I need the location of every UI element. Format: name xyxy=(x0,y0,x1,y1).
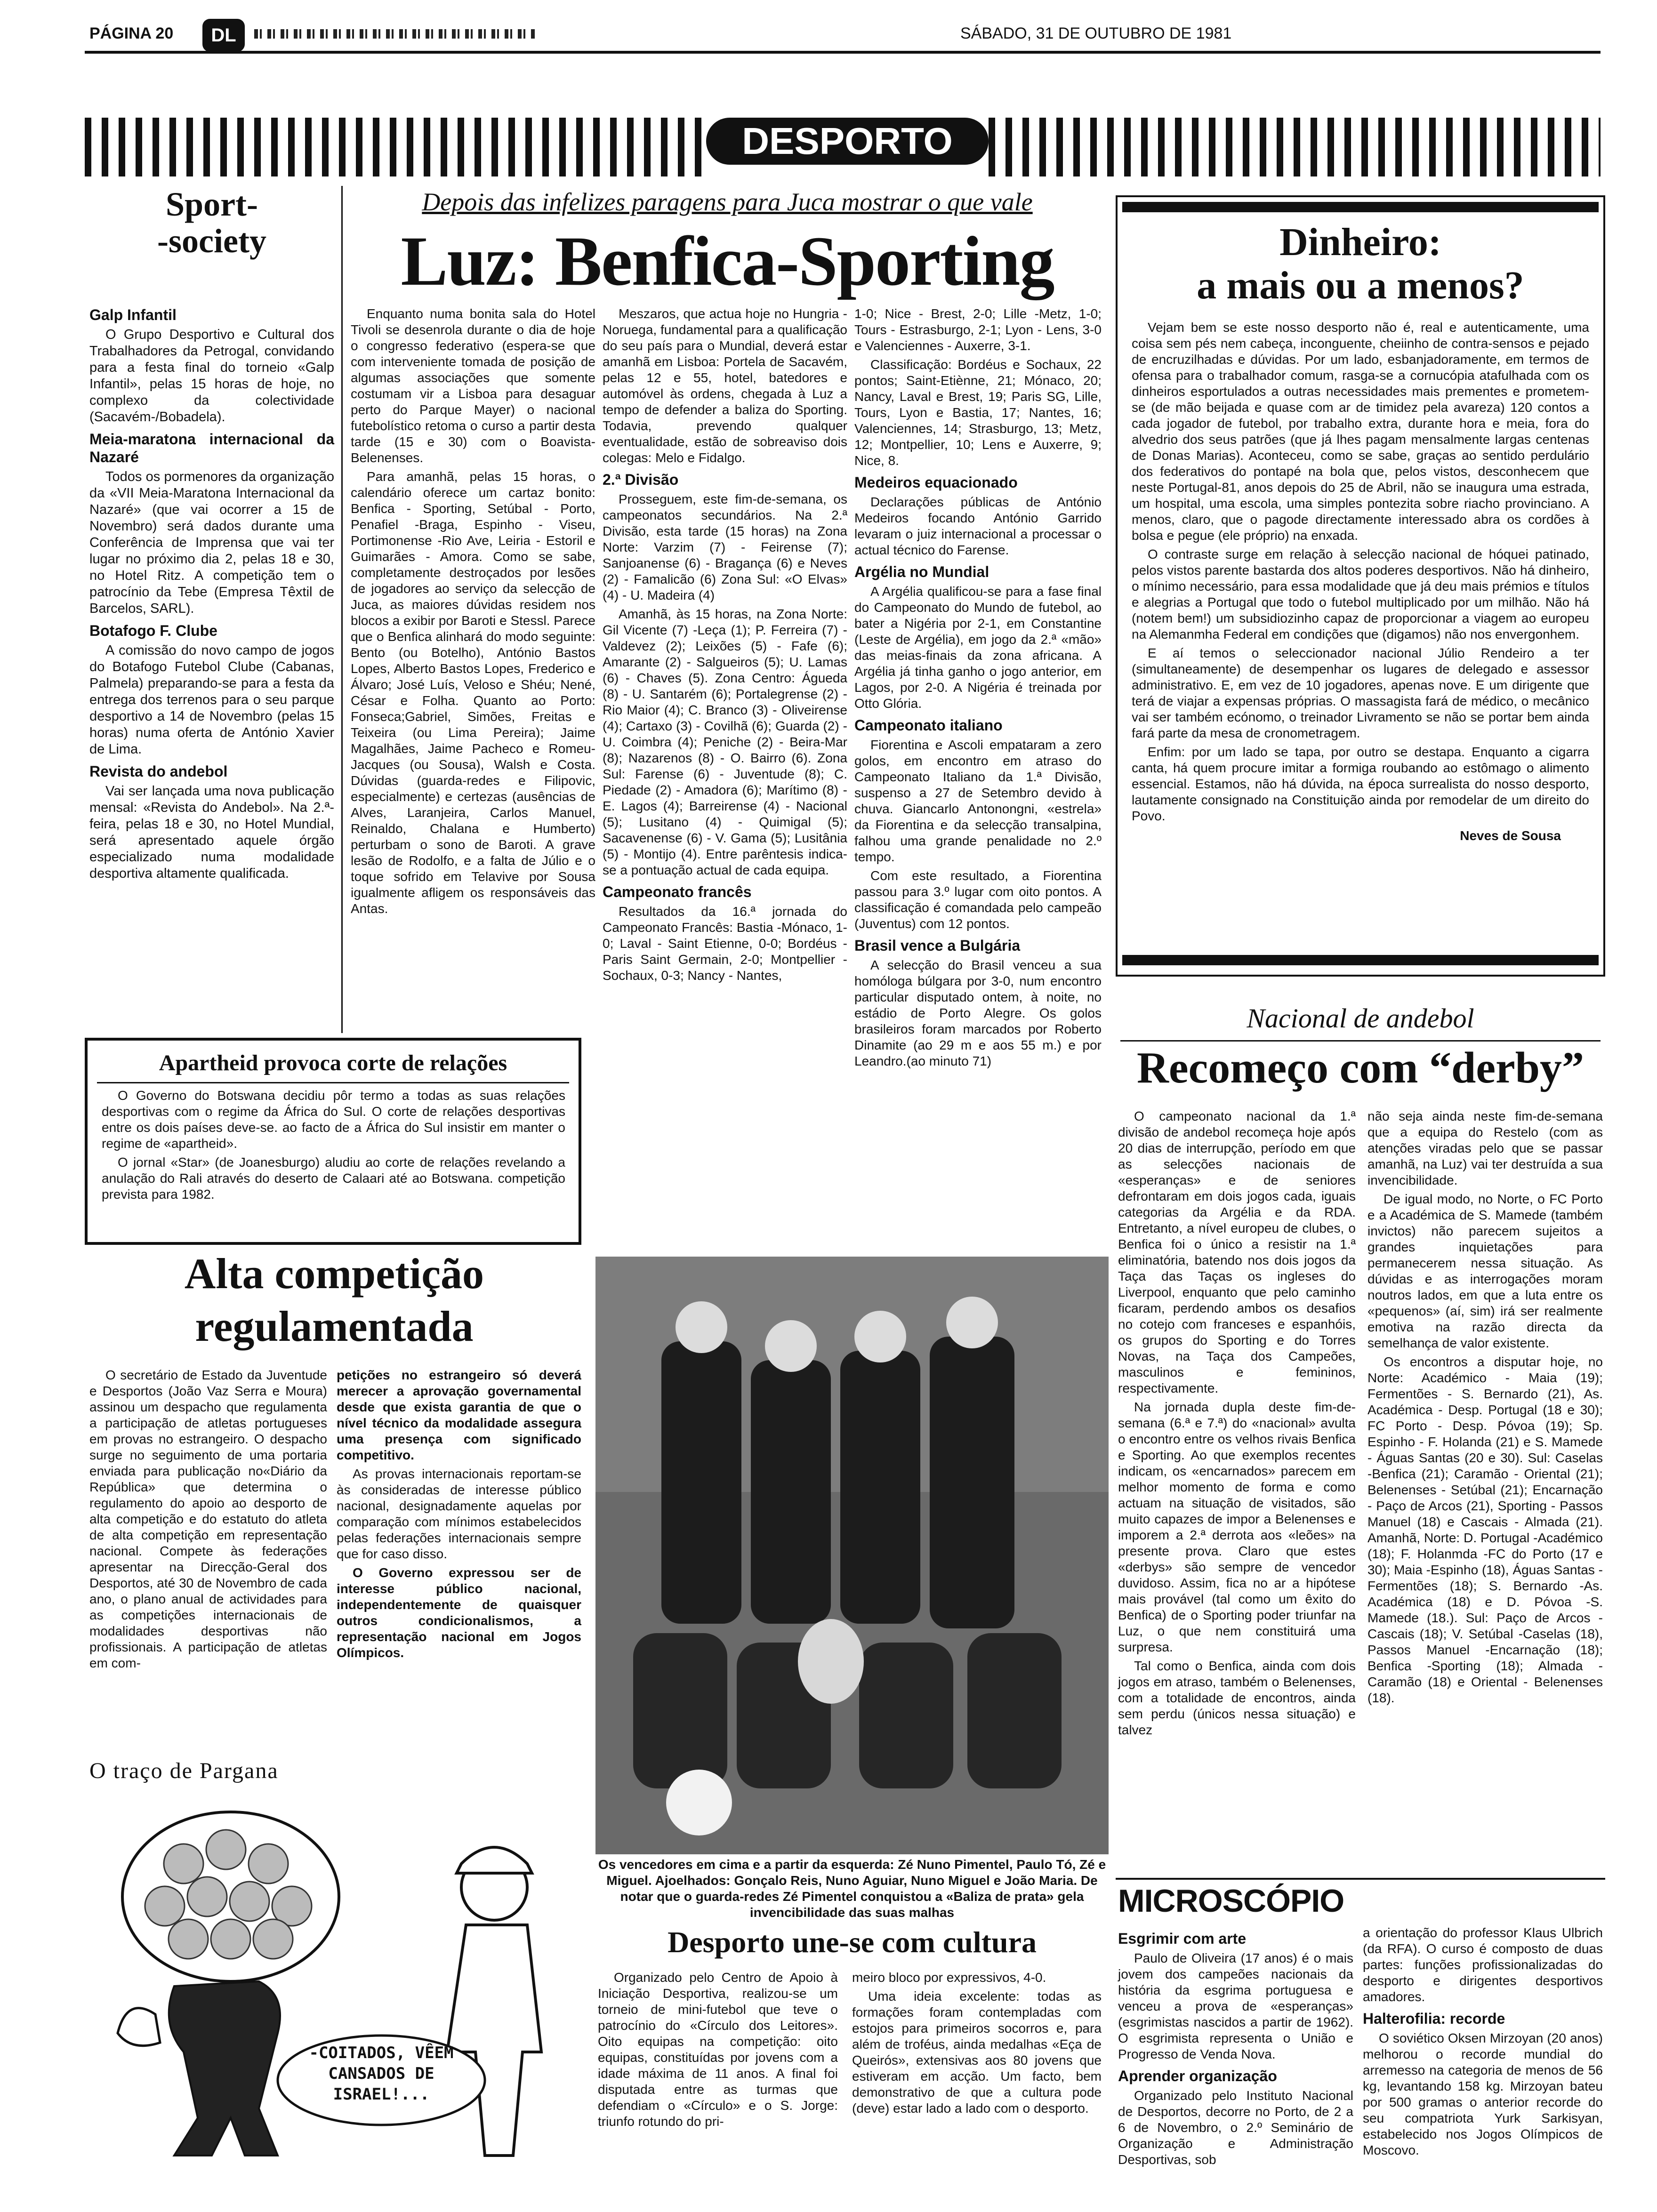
lead-paragraph: Fiorentina e Ascoli empataram a zero golos, em encontro em atraso do Campeonato Italiano da 1.ª Divisão, suspenso a 27 de Setembro devido à chuva. Giancarlo Antonongni, «estrela» da Fiorentina e da selecção transalpina, falhou uma grande penalidade no 2.º tempo. xyxy=(854,737,1102,864)
alta-paragraph: petições no estrangeiro só deverá merecer a aprovação governamental desde que exista garantia de que o nível técnico da modalidade assegura uma presença com significado competitivo. xyxy=(337,1368,581,1462)
item-heading: Galp Infantil xyxy=(89,306,177,323)
lead-paragraph: Resultados da 16.ª jornada do Campeonato Francês: Bastia -Mónaco, 1-0; Laval - Saint Etienne, 0-0; Bordéus - Paris Saint Germain, 2-0; Montpellier -Sochaux, 0-3; Nancy - Nantes, xyxy=(603,904,847,983)
cartoon-speech-bubble: -COITADOS, VÊEM CANSADOS DE ISRAEL!... xyxy=(309,2044,454,2104)
dinheiro-body xyxy=(1132,320,1589,844)
andebol-title: Recomeço com “derby” xyxy=(1136,1043,1585,1092)
dinheiro-paragraph: E aí temos o seleccionador nacional Júlio Rendeiro a ter (simultaneamente) de desempenhar os lugares de delegado e assessor administrativo. E, em vez de 10 jogadores, apenas nove. E um dirigente que terá de viajar a expensas próprias. O massagista fará de médico, o mecânico vai ser também ecónomo, o treinador Livramento se não se portar bem ainda fará parte da mesa de cronometragem. xyxy=(1132,646,1589,740)
dinheiro-title xyxy=(1118,221,1603,307)
dinheiro-title-line2: a mais ou a menos? xyxy=(1197,264,1524,307)
dinheiro-box xyxy=(1116,195,1605,977)
subhead-brasil: Brasil vence a Bulgária xyxy=(854,937,1021,954)
microscopio-heading: Halterofilia: recorde xyxy=(1363,2010,1505,2027)
newspaper-logo-badge: DL xyxy=(202,19,245,52)
lead-column-3 xyxy=(854,306,1102,1072)
subhead-italiano: Campeonato italiano xyxy=(854,717,1003,734)
microscopio-paragraph: a orientação do professor Klaus Ulbrich (da RFA). O curso é composto de duas partes: funções profissionalizadas do desporto e dirigentes desportivos amadores. xyxy=(1363,1925,1603,2004)
subhead-argelia: Argélia no Mundial xyxy=(854,563,989,580)
lead-headline: Luz: Benfica-Sporting xyxy=(401,222,1054,300)
dinheiro-paragraph: O contraste surge em relação à selecção nacional de hóquei patinado, pelos vistos parente bastarda dos altos poderes desportivos. Não há dinheiro, o mínimo necessário, para essa modalidade que já deu mais prémios e títulos e alegrias a Portugal que todo o futebol multiplicado por um milhão. Não há (notem bem!) um subsidiozinho capaz de proporcionar a viagem ao europeu na Alemanmha Federal em condições que (digamos) não nos envergonhem. xyxy=(1132,547,1589,641)
item-heading: Meia-maratona internacional da Nazaré xyxy=(89,431,334,465)
lead-paragraph: Com este resultado, a Fiorentina passou para 3.º lugar com oito pontos. A classificação é comandada pelo campeão (Juventus) com 12 pontos. xyxy=(854,868,1102,931)
sport-society-title-line1: Sport- xyxy=(166,185,258,223)
microscopio-title: MICROSCÓPIO xyxy=(1118,1883,1344,1919)
page-number: PÁGINA 20 xyxy=(89,24,174,42)
item-heading: Botafogo F. Clube xyxy=(89,622,217,639)
item-text: O Grupo Desportivo e Cultural dos Trabalhadores da Petrogal, convidando para a festa final do torneio «Galp Infantil», pelas 15 horas de hoje, no complexo da colectividade (Sacavém-/Bobadela). xyxy=(89,327,334,425)
microscopio-paragraph: Organizado pelo Instituto Nacional de Desportos, decorre no Porto, de 2 a 6 de Novembro, o 2.º Seminário de Organização e Administração Desportivas, sob xyxy=(1118,2088,1353,2167)
microscopio-paragraph: O soviético Oksen Mirzoyan (20 anos) melhorou o recorde mundial do arremesso na categoria de menos de 56 kg, levantando 158 kg. Mirzoyan bateu por 500 gramas o anterior recorde do seu compatriota Yurk Sarkisyan, estabelecido nos Jogos Olímpicos de Moscovo. xyxy=(1363,2031,1603,2157)
andebol-column-1 xyxy=(1118,1108,1356,1741)
box-top-bar xyxy=(1122,202,1599,212)
sport-society-title xyxy=(89,186,334,259)
dinheiro-author: Neves de Sousa xyxy=(1460,828,1561,843)
apartheid-body xyxy=(102,1088,565,1205)
cartoon-drawing xyxy=(89,1788,584,2188)
team-photo xyxy=(595,1257,1109,1854)
alta-title-line2: regulamentada xyxy=(195,1302,474,1350)
alta-column-1 xyxy=(89,1367,327,1674)
lead-paragraph: Amanhã, às 15 horas, na Zona Norte: Gil Vicente (7) -Leça (1); P. Ferreira (7) - Valdevez (2); Leixões (5) - Fafe (6); Amarante (2) - Salgueiros (5); U. Lamas (6) - Chaves (5). Zona Centro: Águeda (8) - U. Santarém (6); Portalegrense (2) - Rio Maior (4); C. Branco (3) - Oliveirense (4); Cartaxo (3) - Covilhã (6); Guarda (2) - U. Coimbra (4); Peniche (2) - Beira-Mar (8); Nazarenos (8) - O. Bairro (6). Zona Sul: Farense (6) - Juventude (8); C. Piedade (2) - Amadora (6); Marítimo (8) - E. Lagos (4); Barreirense (4) - Nacional (5); Lusitano (4) - Quimigal (5); Sacavenense (6) - V. Gama (5); Lusitânia (5) - Montijo (4). Entre parêntesis indica-se a pontuação actual de cada equipa. xyxy=(603,607,847,877)
alta-paragraph: As provas internacionais reportam-se às consideradas de interesse público nacional, designadamente aquelas por comparação com mínimos estabelecidos pelas federações internacionais sempre que for caso disso. xyxy=(337,1467,581,1561)
microscopio-heading: Esgrimir com arte xyxy=(1118,1930,1247,1947)
section-stripes-left xyxy=(85,118,711,176)
item-text: Vai ser lançada uma nova publicação mensal: «Revista do Andebol». Na 2.ª-feira, pelas 18 e 30, no Hotel Mundial, será apresentado aquele órgão especializado numa modalidade desportiva altamente qualificada. xyxy=(89,784,334,881)
lead-paragraph: Enquanto numa bonita sala do Hotel Tivoli se desenrola durante o dia de hoje o congresso federativo (espera-se que com interveniente tomada de posição de algumas associações que somente costumam vir a Lisboa para desaguar perto do Parque Mayer) o nacional futebolístico retoma o curso a partir desta tarde (15 e 30) com o Boavista-Belenenses. xyxy=(351,306,595,465)
cultura-paragraph: meiro bloco por expressivos, 4-0. xyxy=(852,1970,1046,1985)
column-divider xyxy=(341,186,343,1033)
apartheid-paragraph: O Governo do Botswana decidiu pôr termo a todas as suas relações desportivas com o regime da África do Sul. O corte de relações desportivas entre os dois países deve-se. ao facto de a África do Sul insistir em manter o regime de «apartheid». xyxy=(102,1088,565,1151)
cultura-column-2 xyxy=(852,1970,1102,2119)
alta-paragraph: O Governo expressou ser de interesse público nacional, independentemente de quaisquer outros condicionalismos, a representação nacional em Jogos Olímpicos. xyxy=(337,1565,581,1660)
microscopio-paragraph: Paulo de Oliveira (17 anos) é o mais jovem dos campeões nacionais da história da esgrima portuguesa e venceu a prova de «esperanças» (esgrimistas nascidos a partir de 1962). O esgrimista representa o União e Progresso de Venda Nova. xyxy=(1118,1951,1353,2061)
apartheid-box xyxy=(85,1038,581,1245)
cultura-paragraph: Uma ideia excelente: todas as formações foram contempladas com estojos para primeiros socorros e, para além de troféus, ainda medalhas «Eça de Queirós», extensivas aos 80 jovens que estiveram em acção. Um facto, bem demonstrativo de que a cultura pode (deve) estar lado a lado com o desporto. xyxy=(852,1989,1102,2116)
andebol-kicker: Nacional de andebol xyxy=(1247,1003,1474,1034)
microscopio-top-rule xyxy=(1116,1878,1605,1880)
masthead-scribble xyxy=(254,29,537,39)
lead-paragraph: A selecção do Brasil venceu a sua homóloga búlgara por 3-0, num encontro particular disputado ontem, à noite, no estádio de Porto Alegre. Os golos brasileiros foram marcados por Roberto Dinamite (ao 29 m e aos 55 m.) e por Leandro.(ao minuto 71) xyxy=(854,958,1102,1068)
team-photo-image xyxy=(595,1257,1109,1854)
andebol-paragraph: Tal como o Benfica, ainda com dois jogos em atraso, também o Belenenses, com a totalidade de encontros, ainda sem perdu (únicos nessa situação) e talvez xyxy=(1118,1659,1356,1737)
microscopio-column-2 xyxy=(1363,1925,1603,2161)
lead-paragraph: A Argélia qualificou-se para a fase final do Campeonato do Mundo de futebol, ao bater a Nigéria por 2-1, em Constantine (Leste de Argélia), em jogo da 2.ª «mão» das meias-finais da zona africana. A Argélia já tinha ganho o jogo anterior, em Lagos, por 2-0. A Nigéria é treinada por Otto Glória. xyxy=(854,584,1102,711)
apartheid-title: Apartheid provoca corte de relações xyxy=(159,1050,507,1075)
alta-title-line1: Alta competição xyxy=(184,1250,484,1298)
subhead-campeonato-frances: Campeonato francês xyxy=(603,883,752,900)
photo-caption: Os vencedores em cima e a partir da esquerda: Zé Nuno Pimentel, Paulo Tó, Zé e Miguel. Ajoelhados: Gonçalo Reis, Nuno Aguiar, Nuno Miguel e João Maria. De notar que o guarda-redes Zé Pimentel conquistou a «Baliza de prata» gela invencibilidade das suas malhas xyxy=(598,1857,1106,1920)
microscopio-heading: Aprender organização xyxy=(1118,2068,1277,2084)
lead-column-2 xyxy=(603,306,847,986)
subhead-medeiros: Medeiros equacionado xyxy=(854,474,1018,491)
apartheid-rule xyxy=(97,1082,569,1083)
apartheid-paragraph: O jornal «Star» (de Joanesburgo) aludiu ao corte de relações revelando a anulação do Rali através do deserto de Calaari até ao Botswana. competição prevista para 1982. xyxy=(102,1155,565,1202)
item-text: Todos os pormenores da organização da «VII Meia-Maratona Internacional da Nazaré» (que vai ocorrer a 15 de Novembro) será dados durante uma Conferência de Imprensa que vai ter lugar no próximo dia 2, pelas 18 e 30, no Hotel Ritz. A competição tem o patrocínio da Tebe (Empresa Têxtil de Barcelos, SARL). xyxy=(89,469,334,616)
cartoon-title: O traço de Pargana xyxy=(89,1758,279,1783)
page-date: SÁBADO, 31 DE OUTUBRO DE 1981 xyxy=(960,24,1232,42)
sport-society-column xyxy=(89,301,334,885)
item-text: A comissão do novo campo de jogos do Botafogo Futebol Clube (Cabanas, Palmela) preparando-se para a festa da entrega dos terrenos para o seu parque desportivo a 14 de Novembro (pelas 15 horas) numa oferta de António Xavier de Lima. xyxy=(89,643,334,757)
alta-title xyxy=(85,1247,584,1353)
dinheiro-paragraph: Vejam bem se este nosso desporto não é, real e autenticamente, uma coisa sem pés nem cabeça, inconguente, cheiinho de contra-sensos e pejado de encruzilhadas e dúvidas. Por um lado, esbanjadoramente, em termos de ofensa para o trabalhador comum, rasga-se a cornucópia atafulhada com os dinheiros esportulados a outras necessidades mais prementes e prometem-se (de mão beijada e quase com ar de timidez pela avareza) 120 contos a cada jogador de futebol, por trabalho extra, durante hora e meia, fora do alvedrio dos seus patrões (que já lhes pagam mensalmente largas centenas de Donas Marias). Aconteceu, como se sabe, graças ao sentido perdulário dos federativos do pontapé na bola que, pelos vistos, desconhecem que neste Portugal-81, anos depois do 25 de Abril, não se inaugura uma estrada, um hospital, uma escola, uma simples pontezita sobre riacho provinciano. A menos, claro, que o pagode directamente interessado abra os cordões à bolsa e pegue (ele próprio) na enxada. xyxy=(1132,320,1589,543)
lead-paragraph: 1-0; Nice - Brest, 2-0; Lille -Metz, 1-0; Tours - Estrasburgo, 2-1; Lyon - Lens, 3-0 e Valenciennes - Auxerre, 3-1. xyxy=(854,306,1102,353)
andebol-paragraph: Na jornada dupla deste fim-de-semana (6.ª e 7.ª) do «nacional» avulta o encontro entre os velhos rivais Benfica e Sporting. Ao que exemplos recentes indicam, os «encarnados» parecem em melhor momento de forma e como actuam na situação de visitados, são muito capazes de impor a Belenenses e imporem a 2.ª derrota aos «leões» na presente prova. Claro que estes «derbys» são sempre de vencedor duvidoso. Assim, fica no ar a hipótese mais provável (tal como um êxito do Benfica) de o Sporting poder triunfar na Luz, o que nem constituirá uma surpresa. xyxy=(1118,1400,1356,1654)
alta-paragraph: O secretário de Estado da Juventude e Desportos (João Vaz Serra e Moura) assinou um despacho que regulamenta a participação de atletas portugueses em provas no estrangeiro. O despacho surge no seguimento de uma portaria enviada para publicação no«Diário da República» que determina o regulamento do apoio ao desporto de alta competição e do estatuto do atleta de alta competição em representação nacional. Compete às federações apresentar na Direcção-Geral dos Desportos, até 30 de Novembro de cada ano, o plano anual de actividades para as competições internacionais de modalidades desportivas não profissionais. A participação de atletas em com- xyxy=(89,1368,327,1670)
cultura-paragraph: Organizado pelo Centro de Apoio à Iniciação Desportiva, realizou-se um torneio de mini-futebol que teve o patrocínio do «Círculo dos Leitores». Oito equipas na competição: oito equipas, constituídas por jovens com a idade máxima de 11 anos. A final foi disputada entre as turmas que defendiam o «Círculo» e o S. Jorge: triunfo rotundo do pri- xyxy=(598,1970,838,2129)
andebol-paragraph: Os encontros a disputar hoje, no Norte: Académico - Maia (19); Fermentões - S. Bernardo (21), As. Académica - Desp. Portugal (18 e 30); FC Porto - Desp. Póvoa (19); Sp. Espinho - F. Holanda (21) e S. Mamede - Águas Santas (20 e 30). Sul: Caselas -Benfica (21); Caramão - Oriental (21); Belenenses - Setúbal (21); Encarnação - Paço de Arcos (21), Sporting - Passos Manuel (18) e Cascais - Almada (21). Amanhã, Norte: D. Portugal -Académico (18); F. Holanmda -FC do Porto (17 e 30); Maia -Espinho (18), Águas Santas -Fermentões (18); S. Bernardo -As. Académica (18) e D. Póvoa -S. Mamede (18.). Sul: Paço de Arcos - Cascais (18); V. Setúbal -Caselas (18), Passos Manuel -Encarnação (18); Benfica -Sporting (18); Almada - Caramão (18) e Oriental - Belenenses (18). xyxy=(1367,1354,1603,1705)
sport-society-title-line2: -society xyxy=(157,222,266,260)
item-heading: Revista do andebol xyxy=(89,763,228,780)
subhead-2a-divisao: 2.ª Divisão xyxy=(603,471,679,488)
dinheiro-title-line1: Dinheiro: xyxy=(1279,220,1441,264)
lead-kicker: Depois das infelizes paragens para Juca mostrar o que vale xyxy=(422,188,1033,216)
andebol-paragraph: De igual modo, no Norte, o FC Porto e a Académica de S. Mamede (também invictos) não parecem sujeitos a grandes inquietações para permanecerem nessa situação. As dúvidas e as interrogações moram noutros lados, em que a luta entre os «pequenos» (aí, sim) irá ser realmente emotiva na razão directa da semelhança de valor existente. xyxy=(1367,1192,1603,1350)
lead-column-1 xyxy=(351,306,595,920)
andebol-kicker-rule xyxy=(1120,1040,1601,1042)
dinheiro-paragraph: Enfim: por um lado se tapa, por outro se destapa. Enquanto a cigarra canta, há quem procure imitar a formiga roubando ao estômago o alimento essencial. Estamos, não há dúvida, na época surrealista do nosso desporto, lautamente consignado na Constituição ainda por remodelar de um direito do Povo. xyxy=(1132,745,1589,823)
andebol-column-2 xyxy=(1367,1108,1603,1709)
box-bottom-bar xyxy=(1122,955,1599,965)
cultura-column-1 xyxy=(598,1970,838,2132)
alta-column-2 xyxy=(337,1367,581,1664)
cultura-title: Desporto une-se com cultura xyxy=(668,1925,1037,1959)
andebol-paragraph: O campeonato nacional da 1.ª divisão de andebol recomeça hoje após 20 dias de interrupção, período em que as selecções nacionais de «esperanças» e de seniores defrontaram em dois jogos cada, iguais categorias da Argélia e da RDA. Entretanto, a nível europeu de clubes, o Benfica foi o único a resistir na 1.ª eliminatória, batendo nos dois jogos da Taça das Taças os ingleses do Liverpool, enquanto que pelo caminho ficaram, perdendo ambos os desafios no cotejo com franceses e espanhóis, os grupos do Sporting e do Torres Novas, na Taça dos Campeões, masculinos e femininos, respectivamente. xyxy=(1118,1109,1356,1395)
microscopio-column-1 xyxy=(1118,1925,1353,2171)
lead-paragraph: Declarações públicas de António Medeiros focando António Garrido levaram o juiz internacional a processar o actual técnico do Farense. xyxy=(854,495,1102,557)
lead-paragraph: Prosseguem, este fim-de-semana, os campeonatos secundários. Na 2.ª Divisão, esta tarde (15 horas) na Zona Norte: Varzim (7) - Feirense (7); Sanjoanense (6) - Bragança (6) e Neves (2) - Famalicão (6) Zona Sul: «O Elvas» (4) - U. Madeira (4) xyxy=(603,492,847,602)
lead-paragraph: Para amanhã, pelas 15 horas, o calendário oferece um cartaz bonito: Benfica - Sporting, Setúbal - Porto, Penafiel -Braga, Espinho - Viseu, Portimonense -Rio Ave, Leiria - Estoril e Guimarães - Amora. Como se sabe, completamente destroçados por lesões de jogadores ao serviço da selecção de Juca, as maiores dúvidas residem nos blocos a exibir por Baroti e Stessl. Parece que o Benfica alinhará do modo seguinte: Bento (ou Botelho), António Bastos Lopes, Alberto Bastos Lopes, Frederico e Álvaro; José Luís, Veloso e Shéu; Nené, César e Folha. Quanto ao Porto: Fonseca;Gabriel, Simões, Freitas e Teixeira (ou Lima Pereira); Jaime Magalhães, Jaime Pacheco e Romeu- Jacques (ou Sousa), Walsh e Costa. Dúvidas (guarda-redes e Filipovic, especialmente) e certezas (ausências de Alves, Laranjeira, Carlos Manuel, Reinaldo, Chalana e Humberto) perturbam o sono de Baroti. A grave lesão de Rodolfo, e a falta de Júlio e o toque sofrido em Telavive por Sousa igualmente afligem os responsáveis das Antas. xyxy=(351,469,595,916)
cartoon-illustration xyxy=(89,1788,584,2188)
lead-paragraph: Meszaros, que actua hoje no Hungria - Noruega, fundamental para a qualificação do seu país para o Mundial, deverá estar amanhã em Lisboa: Portela de Sacavém, pelas 12 e 55, hotel, batedores e automóvel às ordens, chegada à Luz a tempo de defender a baliza do Sporting. Todavia, prevendo qualquer eventualidade, estão de sobreaviso dois colegas: Melo e Fidalgo. xyxy=(603,306,847,465)
andebol-paragraph: não seja ainda neste fim-de-semana que a equipa do Restelo (com as atenções viradas pelo que se passar amanhã, na Luz) vai ter destruída a sua invencibilidade. xyxy=(1367,1109,1603,1187)
section-banner: DESPORTO xyxy=(706,118,989,165)
lead-paragraph: Classificação: Bordéus e Sochaux, 22 pontos; Saint-Etiènne, 21; Mónaco, 20; Nancy, Laval e Brest, 19; Paris SG, Lille, Tours, Lyon e Bastia, 17; Nantes, 16; Valenciennes, 14; Strasburgo, 13; Metz, 12; Montpellier, 10; Lens e Auxerre, 9; Nice, 8. xyxy=(854,357,1102,468)
header-rule xyxy=(85,51,1601,54)
section-stripes-right xyxy=(989,118,1601,176)
